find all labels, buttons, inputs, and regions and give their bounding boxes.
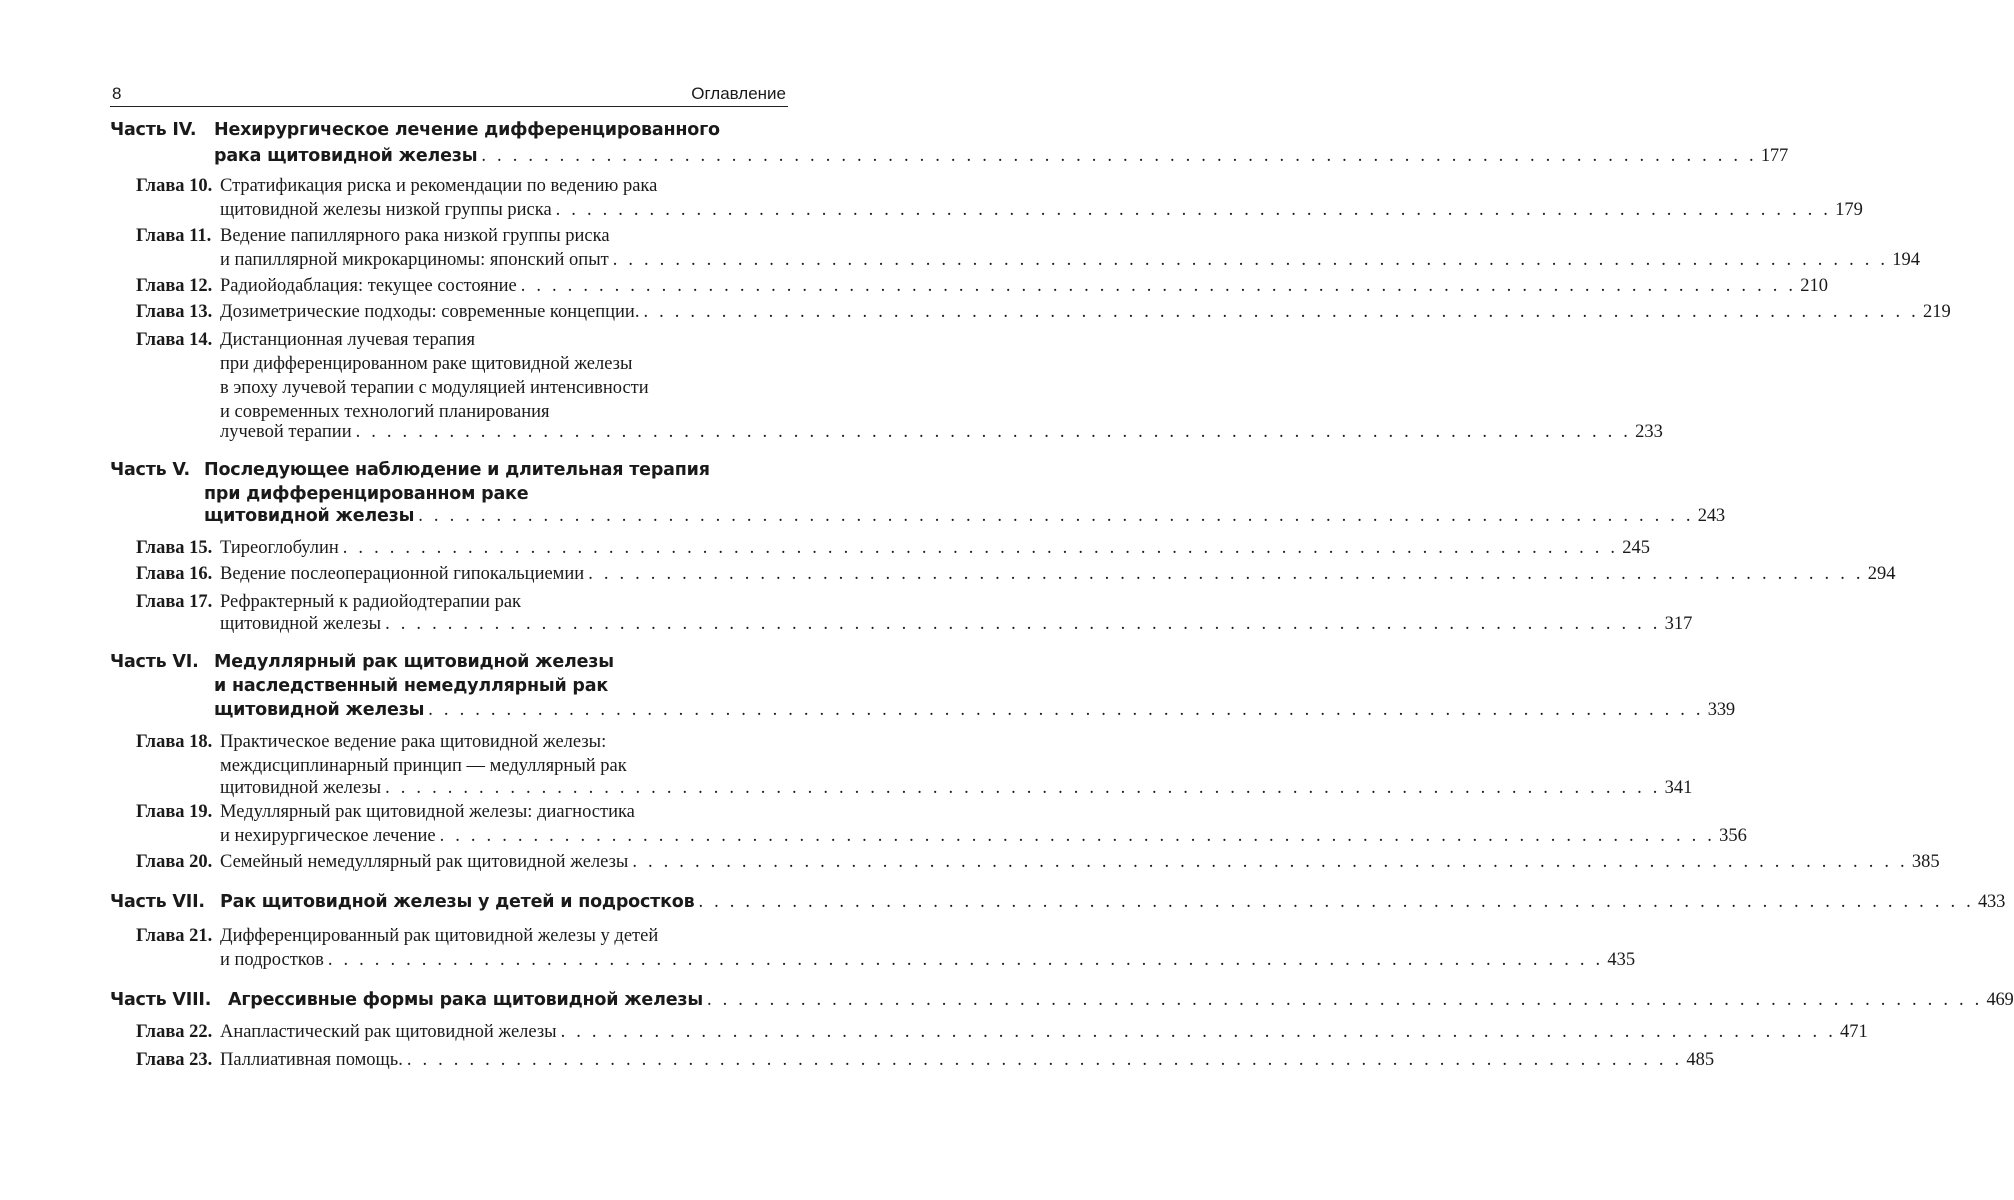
dot-leader: . . . . . . . . . . . . . . . . . . . . . . . . . . . . . . . . . . . . . . . . . . . . . . . . . . . . . . . . . . . . . . . . . . . . . . . . . . . . . . . . . . [418, 506, 1694, 526]
part-label: Часть VIII. [110, 990, 212, 1010]
chapter-label: Глава 14. [136, 330, 213, 350]
chapter-title-text: и папиллярной микрокарциномы: японский опыт [220, 250, 609, 270]
chapter-label: Глава 18. [136, 732, 213, 752]
part-title-text: Агрессивные формы рака щитовидной железы [228, 990, 703, 1010]
chapter-label: Глава 10. [136, 176, 213, 196]
chapter-title-text: Стратификация риска и рекомендации по ведению рака [220, 176, 658, 196]
chapter-title [220, 402, 788, 423]
dot-leader: . . . . . . . . . . . . . . . . . . . . . . . . . . . . . . . . . . . . . . . . . . . . . . . . . . . . . . . . . . . . . . . . . . . . . . . . . . . . . . . . . . [706, 990, 1983, 1010]
chapter-label: Глава 19. [136, 802, 213, 822]
chapter-title-text: лучевой терапии [220, 422, 352, 442]
dot-leader: . . . . . . . . . . . . . . . . . . . . . . . . . . . . . . . . . . . . . . . . . . . . . . . . . . . . . . . . . . . . . . . . . . . . . . . . . . . . . . . . . . [355, 422, 1632, 442]
part-title [204, 506, 1725, 527]
page-ref: 317 [1664, 614, 1693, 634]
dot-leader: . . . . . . . . . . . . . . . . . . . . . . . . . . . . . . . . . . . . . . . . . . . . . . . . . . . . . . . . . . . . . . . . . . . . . . . . . . . . . . . . . . [327, 950, 1604, 970]
part-title [214, 652, 788, 672]
page-ref: 435 [1607, 950, 1636, 970]
chapter-label: Глава 11. [136, 226, 212, 246]
chapter-label: Глава 13. [136, 302, 213, 322]
dot-leader: . . . . . . . . . . . . . . . . . . . . . . . . . . . . . . . . . . . . . . . . . . . . . . . . . . . . . . . . . . . . . . . . . . . . . . . . . . . . . . . . . . [385, 614, 1661, 634]
chapter-title-text: Медуллярный рак щитовидной железы: диагностика [220, 802, 635, 822]
chapter-label: Глава 21. [136, 926, 213, 946]
chapter-label: Глава 17. [136, 592, 213, 612]
dot-leader: . . . . . . . . . . . . . . . . . . . . . . . . . . . . . . . . . . . . . . . . . . . . . . . . . . . . . . . . . . . . . . . . . . . . . . . . . . . . . . . . . . [385, 778, 1661, 798]
chapter-title [220, 276, 1828, 297]
part-label: Часть V. [110, 460, 190, 480]
dot-leader: . . . . . . . . . . . . . . . . . . . . . . . . . . . . . . . . . . . . . . . . . . . . . . . . . . . . . . . . . . . . . . . . . . . . . . . . . . . . . . . . . . [481, 146, 1757, 166]
chapter-title [220, 1022, 1868, 1043]
chapter-title-text: Рефрактерный к радиойодтерапии рак [220, 592, 522, 612]
dot-leader: . . . . . . . . . . . . . . . . . . . . . . . . . . . . . . . . . . . . . . . . . . . . . . . . . . . . . . . . . . . . . . . . . . . . . . . . . . . . . . . . . . [612, 250, 1889, 270]
part-title-text: Нехирургическое лечение дифференцированного [214, 120, 720, 140]
chapter-title [220, 926, 788, 947]
chapter-label: Глава 15. [136, 538, 213, 558]
chapter-title-text: Ведение папиллярного рака низкой группы риска [220, 226, 610, 246]
chapter-title-text: щитовидной железы низкой группы риска [220, 200, 552, 220]
part-title [204, 460, 788, 480]
chapter-label: Глава 22. [136, 1022, 213, 1042]
chapter-title-text: Дозиметрические подходы: современные концепции. [220, 302, 640, 322]
chapter-title [220, 564, 1896, 585]
chapter-title-text: и нехирургическое лечение [220, 826, 436, 846]
chapter-title-text: Дифференцированный рак щитовидной железы у детей [220, 926, 659, 946]
part-title-text: щитовидной железы [204, 506, 415, 526]
chapter-title-text: Дистанционная лучевая терапия [220, 330, 476, 350]
chapter-title-text: Анапластический рак щитовидной железы [220, 1022, 557, 1042]
page-ref: 219 [1922, 302, 1951, 322]
page-ref: 469 [1986, 990, 2014, 1010]
page-ref: 177 [1760, 146, 1789, 166]
chapter-title-text: и современных технологий планирования [220, 402, 550, 422]
part-title [228, 990, 2014, 1011]
chapter-title [220, 614, 1693, 635]
page-ref: 385 [1911, 852, 1940, 872]
chapter-title [220, 176, 788, 197]
running-title: Оглавление [691, 84, 786, 103]
page-ref: 194 [1892, 250, 1920, 270]
page-ref: 356 [1719, 826, 1747, 846]
chapter-title [220, 1050, 1715, 1071]
dot-leader: . . . . . . . . . . . . . . . . . . . . . . . . . . . . . . . . . . . . . . . . . . . . . . . . . . . . . . . . . . . . . . . . . . . . . . . . . . . . . . . . . . [643, 302, 1919, 322]
dot-leader: . . . . . . . . . . . . . . . . . . . . . . . . . . . . . . . . . . . . . . . . . . . . . . . . . . . . . . . . . . . . . . . . . . . . . . . . . . . . . . . . . . [632, 852, 1908, 872]
chapter-title [220, 354, 788, 375]
page-ref: 471 [1840, 1022, 1868, 1042]
dot-leader: . . . . . . . . . . . . . . . . . . . . . . . . . . . . . . . . . . . . . . . . . . . . . . . . . . . . . . . . . . . . . . . . . . . . . . . . . . . . . . . . . . [342, 538, 1619, 558]
dot-leader: . . . . . . . . . . . . . . . . . . . . . . . . . . . . . . . . . . . . . . . . . . . . . . . . . . . . . . . . . . . . . . . . . . . . . . . . . . . . . . . . . . [588, 564, 1864, 584]
part-title-text: при дифференцированном раке [204, 484, 529, 504]
chapter-title [220, 250, 1920, 271]
dot-leader: . . . . . . . . . . . . . . . . . . . . . . . . . . . . . . . . . . . . . . . . . . . . . . . . . . . . . . . . . . . . . . . . . . . . . . . . . . . . . . . . . . [406, 1050, 1683, 1070]
page-ref: 485 [1686, 1050, 1715, 1070]
page-ref: 341 [1664, 778, 1693, 798]
part-title [204, 484, 788, 504]
part-title [214, 120, 788, 140]
part-title-text: и наследственный немедуллярный рак [214, 676, 609, 696]
chapter-title-text: при дифференцированном раке щитовидной железы [220, 354, 633, 374]
chapter-title-text: щитовидной железы [220, 614, 382, 634]
chapter-title [220, 592, 788, 613]
chapter-title [220, 302, 1951, 323]
chapter-title-text: междисциплинарный принцип — медуллярный рак [220, 756, 627, 776]
chapter-title [220, 802, 788, 823]
chapter-title [220, 778, 1693, 799]
chapter-title [220, 378, 788, 399]
chapter-title [220, 826, 1747, 847]
chapter-title-text: Радиойодаблация: текущее состояние [220, 276, 517, 296]
page-ref: 339 [1707, 700, 1735, 720]
chapter-title [220, 538, 1650, 559]
running-header [110, 84, 788, 107]
dot-leader: . . . . . . . . . . . . . . . . . . . . . . . . . . . . . . . . . . . . . . . . . . . . . . . . . . . . . . . . . . . . . . . . . . . . . . . . . . . . . . . . . . [428, 700, 1704, 720]
part-title-text: Медуллярный рак щитовидной железы [214, 652, 614, 672]
part-label: Часть VII. [110, 892, 205, 912]
page-number: 8 [112, 84, 122, 103]
chapter-label: Глава 23. [136, 1050, 213, 1070]
part-title-text: Последующее наблюдение и длительная терапия [204, 460, 710, 480]
chapter-label: Глава 12. [136, 276, 213, 296]
chapter-title [220, 852, 1940, 873]
part-title-text: щитовидной железы [214, 700, 425, 720]
dot-leader: . . . . . . . . . . . . . . . . . . . . . . . . . . . . . . . . . . . . . . . . . . . . . . . . . . . . . . . . . . . . . . . . . . . . . . . . . . . . . . . . . . [439, 826, 1716, 846]
part-title [220, 892, 2006, 913]
chapter-title [220, 732, 788, 753]
chapter-title [220, 422, 1663, 443]
part-title-text: рака щитовидной железы [214, 146, 478, 166]
part-title [214, 700, 1735, 721]
chapter-title-text: Практическое ведение рака щитовидной железы: [220, 732, 607, 752]
chapter-title [220, 200, 1863, 221]
chapter-title-text: Тиреоглобулин [220, 538, 339, 558]
chapter-title-text: Ведение послеоперационной гипокальциемии [220, 564, 585, 584]
part-title [214, 676, 788, 696]
page-ref: 245 [1622, 538, 1650, 558]
chapter-title-text: и подростков [220, 950, 324, 970]
chapter-title-text: щитовидной железы [220, 778, 382, 798]
page-ref: 294 [1867, 564, 1896, 584]
chapter-title-text: Семейный немедуллярный рак щитовидной железы [220, 852, 629, 872]
chapter-title [220, 226, 788, 247]
part-title [214, 146, 1789, 167]
chapter-label: Глава 16. [136, 564, 213, 584]
chapter-title-text: в эпоху лучевой терапии с модуляцией интенсивности [220, 378, 649, 398]
page-ref: 243 [1697, 506, 1725, 526]
chapter-label: Глава 20. [136, 852, 213, 872]
part-label: Часть IV. [110, 120, 197, 140]
chapter-title [220, 756, 788, 777]
page-ref: 179 [1835, 200, 1863, 220]
chapter-title-text: Паллиативная помощь. [220, 1050, 403, 1070]
part-title-text: Рак щитовидной железы у детей и подростков [220, 892, 695, 912]
dot-leader: . . . . . . . . . . . . . . . . . . . . . . . . . . . . . . . . . . . . . . . . . . . . . . . . . . . . . . . . . . . . . . . . . . . . . . . . . . . . . . . . . . [560, 1022, 1837, 1042]
page-ref: 233 [1635, 422, 1663, 442]
part-label: Часть VI. [110, 652, 199, 672]
chapter-title [220, 330, 788, 351]
page-ref: 433 [1977, 892, 2006, 912]
dot-leader: . . . . . . . . . . . . . . . . . . . . . . . . . . . . . . . . . . . . . . . . . . . . . . . . . . . . . . . . . . . . . . . . . . . . . . . . . . . . . . . . . . [698, 892, 1974, 912]
chapter-title [220, 950, 1636, 971]
page-ref: 210 [1800, 276, 1828, 296]
dot-leader: . . . . . . . . . . . . . . . . . . . . . . . . . . . . . . . . . . . . . . . . . . . . . . . . . . . . . . . . . . . . . . . . . . . . . . . . . . . . . . . . . . [555, 200, 1832, 220]
dot-leader: . . . . . . . . . . . . . . . . . . . . . . . . . . . . . . . . . . . . . . . . . . . . . . . . . . . . . . . . . . . . . . . . . . . . . . . . . . . . . . . . . . [520, 276, 1797, 296]
